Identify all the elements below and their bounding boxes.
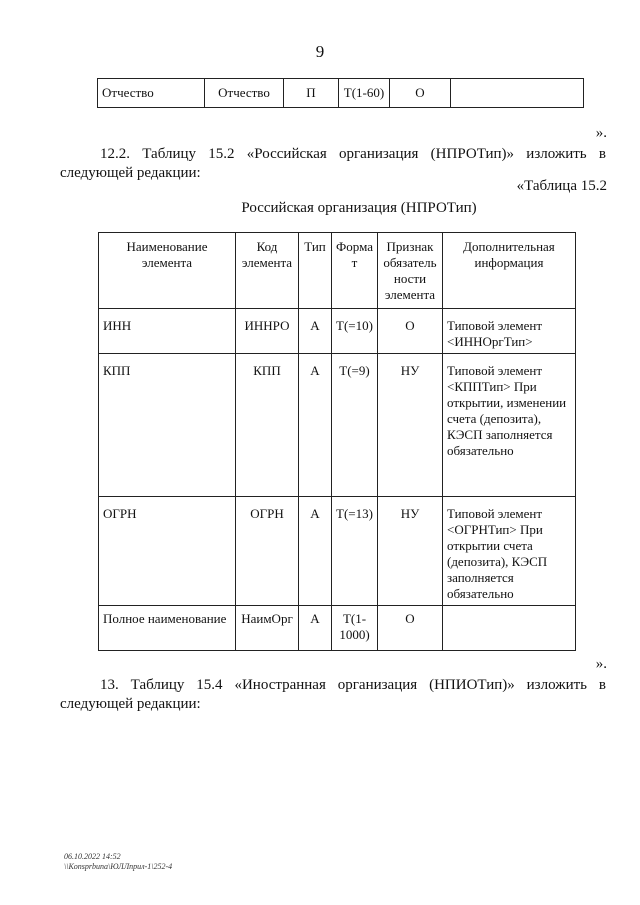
table-header-row (99, 233, 576, 309)
table-cell (442, 606, 575, 651)
table-cell: Полное наименование (99, 606, 236, 651)
footer-date: 06.10.2022 14:52 (64, 852, 121, 861)
section-12-2-text: 12.2. Таблицу 15.2 «Российская организация (НПРОТип)» изложить в следующей редакции: (60, 146, 606, 181)
table-cell: А (299, 606, 332, 651)
top-table-fragment (97, 78, 584, 108)
table-cell: Т(=13) (332, 497, 378, 606)
table-row (99, 354, 576, 497)
footer-path: \\Konsprbuna\ЮЛЛприл-1\252-4 (64, 862, 173, 871)
table-cell: КПП (236, 354, 299, 497)
table-cell: Типовой элемент <КППТип> При открытии, изменении счета (депозита), КЭСП заполняется обязательно (442, 354, 575, 497)
table-cell: КПП (99, 354, 236, 497)
table-cell: Типовой элемент <ИННОргТип> (442, 309, 575, 354)
closing-quote: ». (595, 656, 607, 672)
table-reference: «Таблица 15.2 (516, 178, 607, 194)
table-cell: О (390, 79, 451, 108)
table-cell: ОГРН (99, 497, 236, 606)
table-cell: Т(1-1000) (332, 606, 378, 651)
table-cell: Т(1-60) (339, 79, 390, 108)
table-cell: А (299, 497, 332, 606)
table-cell: НУ (377, 354, 442, 497)
section-13-text: 13. Таблицу 15.4 «Иностранная организация (НПИОТип)» изложить в следующей редакции: (60, 677, 606, 712)
data-table (98, 232, 576, 651)
table-cell: А (299, 354, 332, 497)
table-row (99, 606, 576, 651)
table-row (99, 309, 576, 354)
table-cell: П (284, 79, 339, 108)
table-cell: ИНН (99, 309, 236, 354)
table-title: Российская организация (НПРОТип) (241, 200, 477, 216)
column-header: Форма т (332, 233, 378, 309)
table-cell: О (377, 606, 442, 651)
table-cell: НаимОрг (236, 606, 299, 651)
column-header: Код элемента (236, 233, 299, 309)
table-row (98, 79, 584, 108)
closing-quote: ». (595, 125, 607, 141)
footer-stamp (64, 852, 172, 872)
column-header: Признак обязатель ности элемента (377, 233, 442, 309)
column-header: Дополнительная информация (442, 233, 575, 309)
table-cell: НУ (377, 497, 442, 606)
table-cell: Отчество (205, 79, 284, 108)
table-cell: ИННРО (236, 309, 299, 354)
table-cell: Т(=10) (332, 309, 378, 354)
page-number: 9 (315, 42, 325, 61)
table-cell: Т(=9) (332, 354, 378, 497)
column-header: Наименование элемента (99, 233, 236, 309)
table-cell (451, 79, 584, 108)
table-cell: О (377, 309, 442, 354)
table-cell: ОГРН (236, 497, 299, 606)
column-header: Тип (299, 233, 332, 309)
table-cell: А (299, 309, 332, 354)
table-cell: Типовой элемент <ОГРНТип> При открытии счета (депозита), КЭСП заполняется обязательно (442, 497, 575, 606)
table-cell: Отчество (98, 79, 205, 108)
table-row (99, 497, 576, 606)
